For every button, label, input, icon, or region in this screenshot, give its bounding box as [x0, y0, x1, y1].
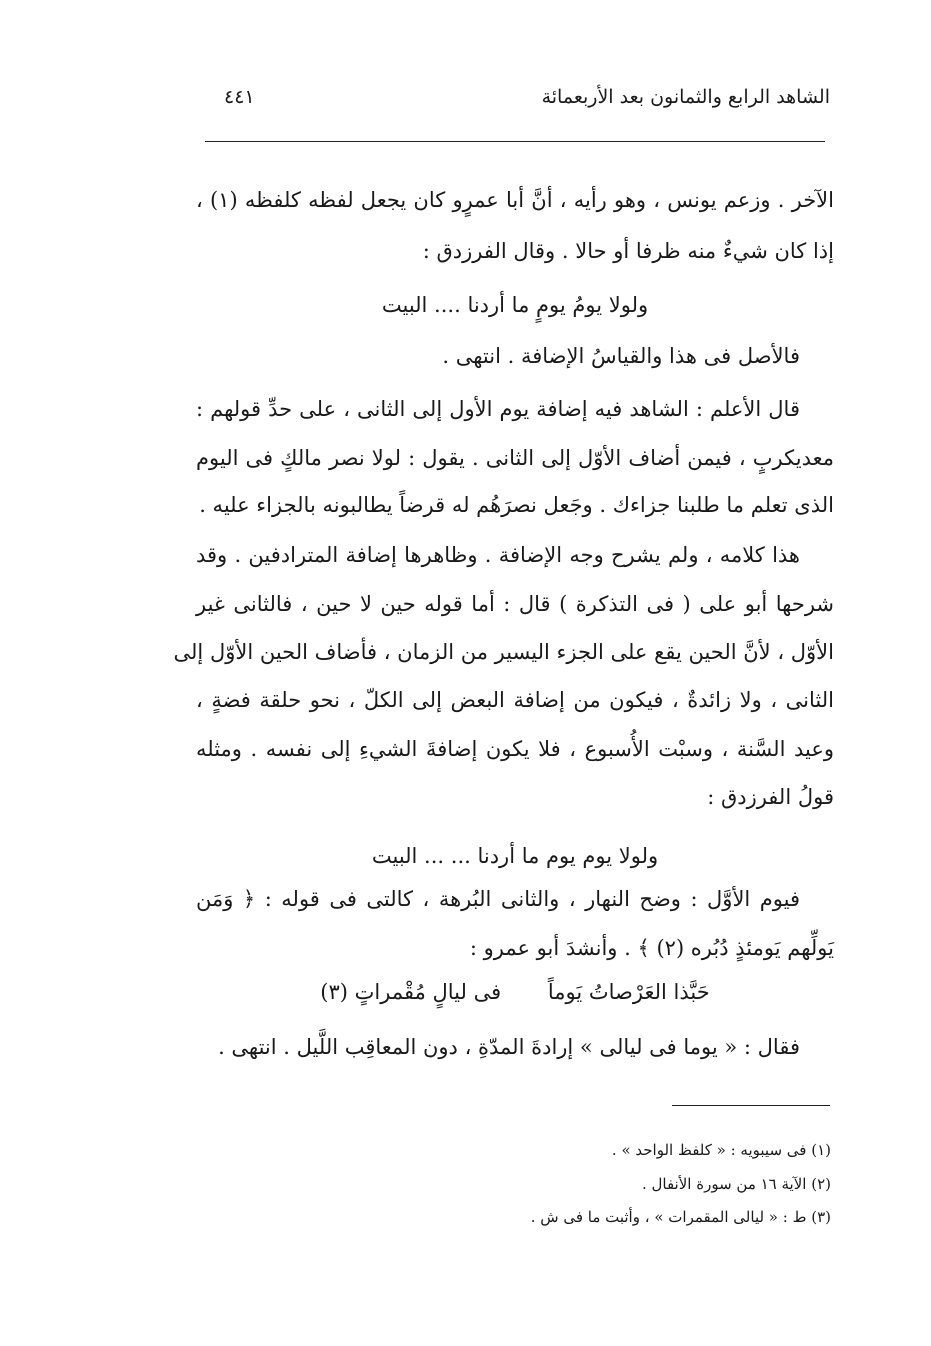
- text-line: معديكربٍ ، فيمن أضاف الأوّل إلى الثانى . يقول : لولا نصر مالكٍ فى اليوم: [196, 446, 834, 470]
- text-line: فالأصل فى هذا والقياسُ الإضافة . انتهى .: [442, 344, 800, 368]
- text-line: يَولِّهم يَومئذٍ دُبُره (٢) ﴾ . وأنشدَ أبو عمرو :: [469, 936, 834, 960]
- verse-line: حَبَّذا العَرْصاتُ يَوماً فى ليالٍ مُقْمراتٍ (٣): [320, 980, 710, 1004]
- text-line: قولُ الفرزدق :: [707, 785, 834, 809]
- header-rule: [205, 141, 825, 142]
- text-line: شرحها أبو على ( فى التذكرة ) قال : أما قوله حين لا حين ، فالثانى غير: [196, 592, 834, 616]
- text-line: قال الأعلم : الشاهد فيه إضافة يوم الأول إلى الثانى ، على حدِّ قولهم :: [196, 397, 800, 421]
- text-line: فقال : « يوما فى ليالى » إرادةَ المدّةِ ، دون المعاقِب اللَّيل . انتهى .: [218, 1035, 800, 1059]
- text-line: الثانى ، ولا زائدةٌ ، فيكون من إضافة البعض إلى الكلّ ، نحو حلقة فضةٍ ،: [196, 688, 834, 712]
- footnote: (٣) ط : « ليالى المقمرات » ، وأثبت ما فى ش .: [530, 1208, 831, 1226]
- text-line: إذا كان شيءٌ منه ظرفا أو حالا . وقال الفرزدق :: [422, 239, 834, 263]
- footnote: (١) فى سيبويه : « كلفظ الواحد » .: [611, 1141, 831, 1159]
- running-title: الشاهد الرابع والثمانون بعد الأربعمائة: [541, 86, 830, 108]
- verse-line: ولولا يوم يوم ما أردنا ... ... البيت: [371, 844, 659, 868]
- footnote-rule: [672, 1105, 830, 1106]
- page-header: [200, 86, 830, 126]
- text-line: الأوّل ، لأنَّ الحين يقع على الجزء اليسير من الزمان ، فأضاف الحين الأوّل إلى: [173, 640, 834, 664]
- page-number: ٤٤١: [224, 86, 255, 108]
- footnote: (٢) الآية ١٦ من سورة الأنفال .: [641, 1175, 831, 1193]
- text-line: الذى تعلم ما طلبنا جزاءك . وجَعل نصرَهُم له قرضاً يطالبونه بالجزاء عليه .: [199, 493, 834, 517]
- verse-line: ولولا يومُ يومٍ ما أردنا .... البيت: [381, 293, 649, 317]
- text-line: وعيد السَّنة ، وسبْت الأُسبوع ، فلا يكون إضافةَ الشيءِ إلى نفسه . ومثله: [196, 737, 834, 761]
- text-line: الآخر . وزعم يونس ، وهو رأيه ، أنَّ أبا عمرٍو كان يجعل لفظه كلفظه (١) ،: [196, 188, 834, 212]
- text-line: هذا كلامه ، ولم يشرح وجه الإضافة . وظاهرها إضافة المترادفين . وقد: [196, 543, 800, 567]
- text-line: فيوم الأوَّل : وضح النهار ، والثانى البُرهة ، كالتى فى قوله : ﴿ وَمَن: [196, 887, 800, 911]
